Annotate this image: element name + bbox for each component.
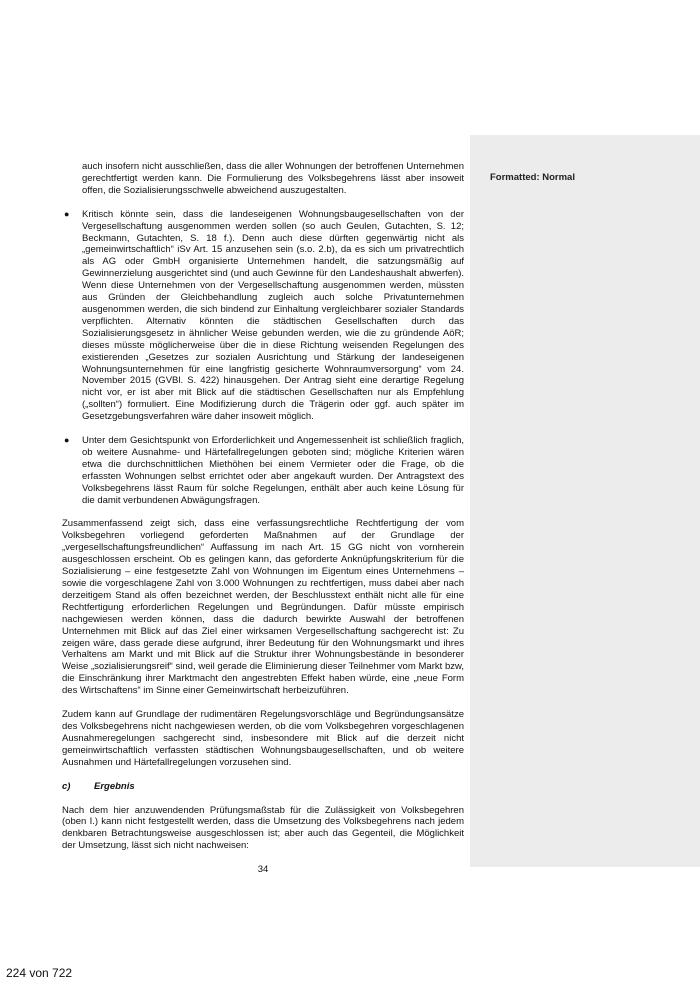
page-content bbox=[62, 161, 464, 876]
bullet-list bbox=[62, 209, 464, 507]
list-item bbox=[62, 209, 464, 423]
list-item-text: Kritisch könnte sein, dass die landeseigenen Wohnungsbaugesellschaften von der Vergesellschaftung ausgenommen werden sollen (so auch Geulen, Gutachten, S. 12; Beckmann, Gutachten, S. 18 f.). Denn auch diese dürften gegenwärtig nicht als „gemeinwirtschaftlich“ iSv Art. 15 anzusehen sein (s.o. 2.b), da es sich um privatrechtlich als AG oder GmbH organisierte Unternehmen handelt, die satzungsmäßig auf Gewinnerzielung ausgerichtet sind (und auch Gewinne für den Landeshaushalt abwerfen). Wenn diese Unternehmen von der Vergesellschaftung ausgenommen werden, müssten aus Gründen der Gleichbehandlung zugleich auch solche Privatunternehmen ausgenommen werden, die sich bindend zur Einhaltung vergleichbarer sozialer Standards verpflichten. Alternativ könnten die städtischen Gesellschaften durch das Sozialisierungsgesetz in ähnlicher Weise gebunden werden, wie die zu gründende AöR; dieses müsste möglicherweise über die in diese Richtung weisenden Regelungen des existierenden „Gesetzes zur sozialen Ausrichtung und Stärkung der landeseigenen Wohnungsunternehmen für eine langfristig gesicherte Wohnraumversorgung“ vom 24. November 2015 (GVBl. S. 422) hinausgehen. Der Antrag sieht eine derartige Regelung nicht vor, er ist aber mit Blick auf die städtischen Gesellschaften nur als Empfehlung („sollten“) formuliert. Eine Modifizierung durch die Trägerin oder ggf. auch später im Gesetzgebungsverfahren wäre daher insoweit möglich. bbox=[82, 208, 464, 423]
bullet-icon: ● bbox=[64, 208, 70, 219]
summary-paragraph: Zusammenfassend zeigt sich, dass eine verfassungsrechtliche Rechtfertigung der vom Volksbegehren vorliegend geforderten Maßnahmen auf der Grundlage der „vergesellschaftungsfreundlichen“ Auffassung im nach Art. 15 GG nicht von vornherein ausgeschlossen erscheint. Ob es gelingen kann, das geforderte Anknüpfungskriterium für die Sozialisierung – eine festgesetzte Zahl von Wohnungen im Eigentum eines Unternehmens – sowie die vorgeschlagene Zahl von 3.000 Wohnungen zu rechtfertigen, muss dabei aber nach derzeitigem Stand als offen bezeichnet werden, der Beschlusstext enthält nicht alle für eine Rechtfertigung erforderlichen Regelungen und Begründungen. Dafür müsste empirisch nachgewiesen werden können, dass die dadurch bewirkte Auswahl der betroffenen Unternehmen mit Blick auf das Ziel einer wirksamen Vergesellschaftung sachgerecht ist: Zu zeigen wäre, dass gerade diese aufgrund, ihrer Bedeutung für den Wohnungsmarkt und ihres Verhaltens am Markt und mit Blick auf die Struktur ihrer Wohnungsbestände in besonderer Weise „sozialisierungsreif“ sind, weil gerade die Eliminierung dieser Teilnehmer vom Markt bzw, die Einschränkung ihrer Marktmacht den angestrebten Effekt haben würde, eine „neue Form des Wirtschaftens“ im Sinne einer Gemeinwirtschaft herbeizuführen. bbox=[62, 518, 464, 697]
bullet-icon: ● bbox=[64, 435, 70, 446]
format-comment-label: Formatted: Normal bbox=[490, 172, 575, 183]
list-item-text: Unter dem Gesichtspunkt von Erforderlichkeit und Angemessenheit ist schließlich fraglich, ob weitere Ausnahme- und Härtefallregelungen geboten sind; mögliche Kriterien wären etwa die durchschnittlichen Miethöhen bei einem Vermieter oder die Frage, ob die erfassten Wohnungen selbst errichtet oder aber angekauft wurden. Der Antragstext des Volksbegehrens lässt Raum für solche Regelungen, enthält aber auch keine Lösung für die damit verbundenen Abwägungsfragen. bbox=[82, 435, 464, 506]
section-heading bbox=[62, 781, 464, 793]
exceptions-paragraph: Zudem kann auf Grundlage der rudimentären Regelungsvorschläge und Begründungsansätze des Volksbegehrens nicht nachgewiesen werden, ob die vom Volksbegehren vorgeschlagenen Ausnahmeregelungen sachgerecht sind, insbesondere mit Blick auf die derzeit nicht gemeinwirtschaftlich verfassten städtischen Wohnungsbaugesellschaften, und ob weitere Ausnahmen und Härtefallregelungen vorzusehen sind. bbox=[62, 709, 464, 768]
intro-paragraph: auch insofern nicht ausschließen, dass die aller Wohnungen der betroffenen Unternehmen gerechtfertigt werden kann. Die Formulierung des Volksbegehrens lässt aber insoweit offen, die Sozialisierungsschwelle abweichend auszugestalten. bbox=[82, 161, 464, 196]
page-number: 34 bbox=[257, 864, 269, 876]
comment-pane bbox=[470, 135, 700, 867]
section-title: Ergebnis bbox=[94, 780, 135, 792]
page-counter: 224 von 722 bbox=[6, 966, 73, 980]
result-paragraph: Nach dem hier anzuwendenden Prüfungsmaßstab für die Zulässigkeit von Volksbegehren (oben I.) kann nicht festgestellt werden, dass die Umsetzung des Volksbegehrens nach jedem denkbaren Betrachtungsweise ausgeschlossen ist; aber auch das Gegenteil, die Möglichkeit der Umsetzung, lässt sich nicht nachweisen: bbox=[62, 804, 464, 852]
list-item bbox=[62, 435, 464, 506]
section-letter: c) bbox=[62, 780, 71, 792]
